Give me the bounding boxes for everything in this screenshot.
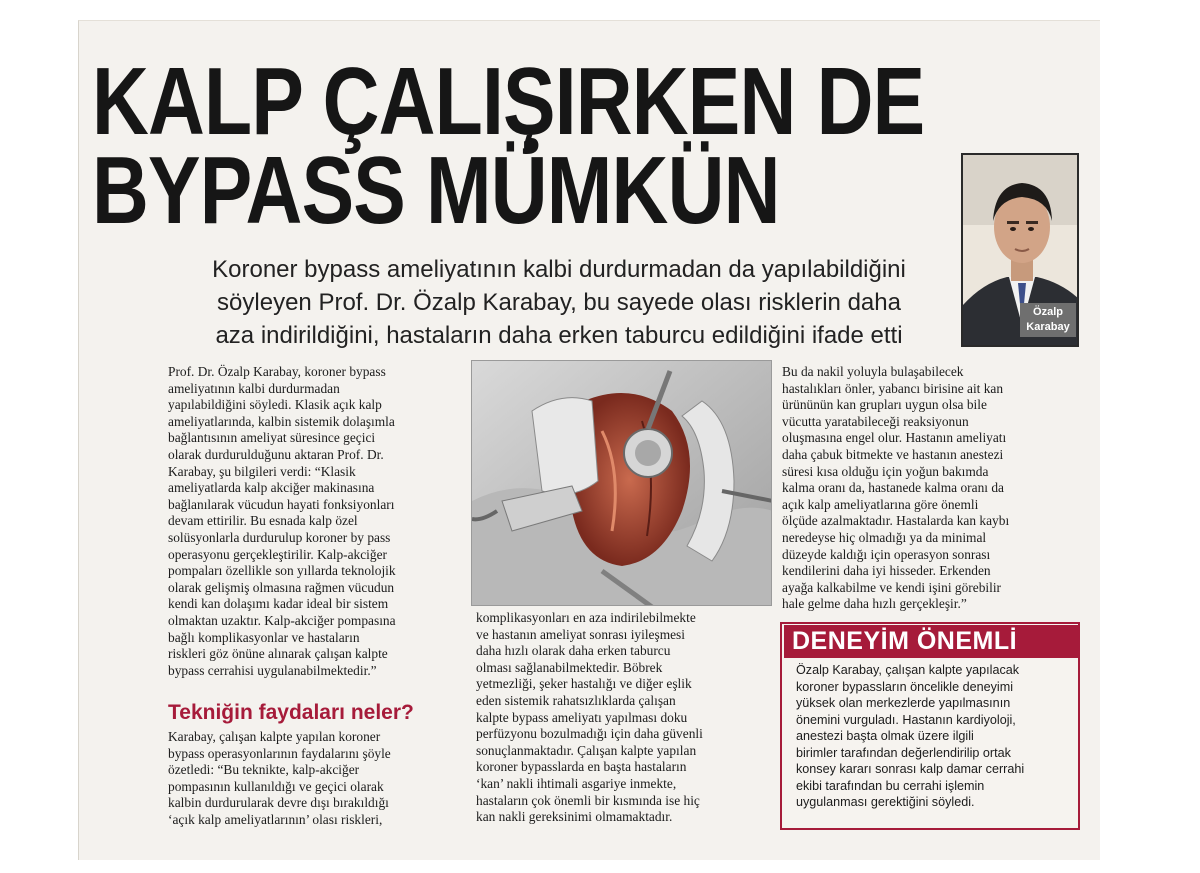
column-1-text: Prof. Dr. Özalp Karabay, koroner bypass ameliyatının kalbi durdurmadan yapılabildiğini söyledi. Klasik açık kalp ameliyatlarında, kalbin sistemik dolaşımla bağlantısının ameliyat süresince geçici olarak durdurulduğunu aktaran Prof. Dr. Karabay, şu bilgileri verdi: “Klasik ameliyatlarda kalp akciğer makinasına bağlanılarak vücudun hayati fonksiyonları devam ettirilir. Bu esnada kalp özel solüsyonlarla durdurulup koroner by pass operasyonu gerçekleştirilir. Kalp-akciğer pompaları özellikle son yıllarda teknolojik olarak gelişmiş olmasına rağmen vücudun kendi kan dolaşımı kadar ideal bir sistem olmaktan uzaktır. Kalp-akciğer pompasına bağlı komplikasyonlar ve hastaların riskleri göz önüne alınarak çalışan kalpte bypass cerrahisi uygulanabilmektedir.” (168, 364, 396, 678)
sidebar-box (780, 622, 1080, 830)
section-subhead: Tekniğin faydaları neler? (168, 701, 414, 724)
headline-line-2: BYPASS MÜMKÜN (92, 137, 780, 244)
column-3-text: Bu da nakil yoluyla bulaşabilecek hastalıkları önler, yabancı birisine ait kan ürününün kan grupları uygun olsa bile vücutta yaratabileceği reaksiyonun oluşmasına engel olur. Hastanın ameliyatı daha çabuk bitmekte ve hastanın anestezi süresi kısa olduğu için yoğun bakımda kalma oranı da, hastanede kalma oranı da açık kalp ameliyatlarına göre önemli ölçüde azalmaktadır. Hastalarda kan kaybı neredeyse hiç olmadığı ya da minimal düzeyde kaldığı için operasyon sonrası kendilerini daha iyi hisseder. Erkenden ayağa kalkabilme ve kendi işini görebilir hale gelme daha hızlı gerçekleşir.” (782, 364, 1010, 612)
deck-line-1: Koroner bypass ameliyatının kalbi durdurmadan da yapılabildiğini (212, 256, 906, 283)
column-1b-text: Karabay, çalışan kalpte yapılan koroner bypass operasyonlarının faydalarını şöyle özetledi: “Bu teknikte, kalp-akciğer pompasının kullanıldığı ve geçici olarak kalbin durdurularak devre dışı bırakıldığı ‘açık kalp ameliyatlarının’ olası riskleri, (168, 729, 391, 827)
deck-line-2: söyleyen Prof. Dr. Özalp Karabay, bu sayede olası risklerin daha (217, 289, 901, 316)
sidebar-box-body: Özalp Karabay, çalışan kalpte yapılacak koroner bypassların öncelikle deneyimi yüksek olan merkezlerde yapılmasının önemini vurguladı. Hastanın kardiyoloji, anestezi başta olmak üzere ilgili birimler tarafından değerlendirilip ortak konsey kararı sonrası kalp damar cerrahi ekibi tarafından bu cerrahi işlemin uygulanması gerektiğini söyledi. (796, 663, 1025, 809)
surgery-illustration (471, 360, 772, 606)
deck-line-3: aza indirildiğini, hastaların daha erken taburcu edildiğini ifade etti (215, 322, 903, 349)
sidebar-box-title: DENEYİM ÖNEMLİ (784, 625, 1080, 658)
photo-caption: Özalp Karabay (1020, 303, 1076, 337)
column-2-text: komplikasyonları en aza indirilebilmekte ve hastanın ameliyat sonrası iyileşmesi daha hızlı olarak daha erken taburcu olması sağlanabilmektedir. Böbrek yetmezliği, şeker hastalığı ve diğer eşlik eden sistemik rahatsızlıklarda çalışan kalpte bypass ameliyatı yapılması doku perfüzyonu bozulmadığı için daha güvenli sonuçlanmaktadır. Çalışan kalpte yapılan koroner bypasslarda en başta hastaların ‘kan’ nakli ihtimali asgariye inmekte, hastaların çok önemli bir kısmında ise hiç kan nakli gereksinimi olmamaktadır. (476, 610, 703, 825)
headline-line-1: KALP ÇALIŞIRKEN DE (92, 48, 925, 155)
